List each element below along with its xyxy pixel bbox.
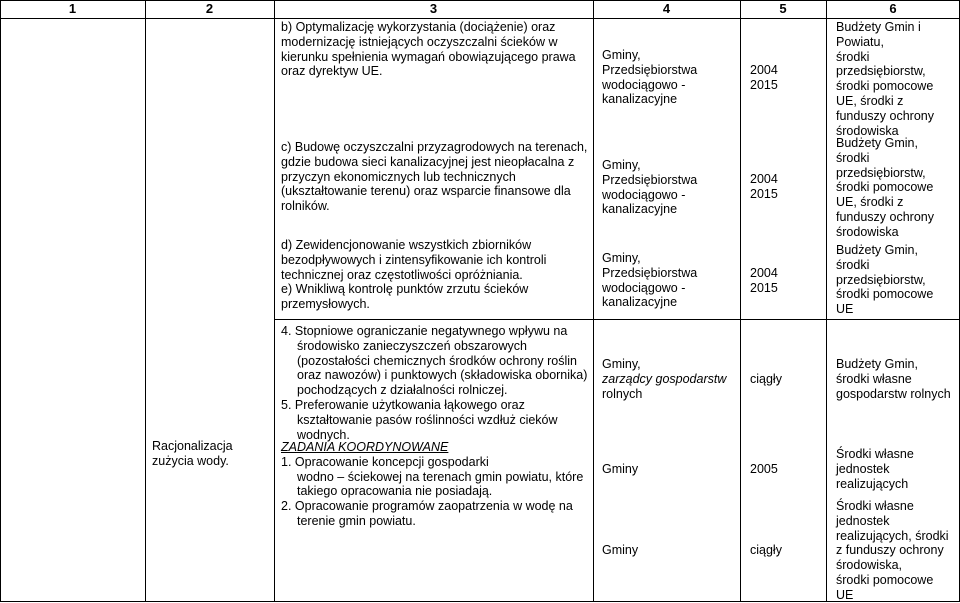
coordinated-tasks	[281, 440, 583, 529]
funding-line: realizujących, środki	[836, 528, 949, 543]
actors-coord-2: Gminy	[602, 543, 639, 557]
funding-coord-2	[836, 499, 949, 603]
funding-b	[836, 20, 934, 138]
actors-b	[602, 48, 697, 107]
task-line: takiego opracowania nie posiadają.	[297, 484, 493, 499]
funding-line: Budżety Gmin,	[836, 136, 918, 150]
actors-4	[602, 357, 726, 401]
funding-line: funduszy ochrony	[836, 108, 934, 123]
funding-line: UE, środki z	[836, 93, 904, 108]
task-line: kształtowanie pasów roślinności wzdłuż cieków	[297, 412, 558, 427]
actors-coord-1: Gminy	[602, 462, 639, 476]
task-line: bezodpływowych i zintensyfikowanie ich kontroli	[281, 252, 547, 267]
period-4	[750, 372, 782, 387]
group-label	[152, 439, 233, 469]
task-d	[281, 238, 546, 312]
period-line: 2004	[750, 266, 778, 280]
col-divider-1	[145, 0, 146, 602]
task-line: rolników.	[281, 199, 330, 214]
task-line: wodno – ściekowej na terenach gmin powiatu, które	[297, 469, 584, 484]
actor-line: kanalizacyjne	[602, 295, 678, 310]
funding-line: środki pomocowe	[836, 79, 934, 94]
funding-line: UE	[836, 302, 854, 317]
task-line: d) Zewidencjonowanie wszystkich zbiorników	[281, 238, 532, 252]
actors-c	[602, 158, 697, 217]
actor-line: kanalizacyjne	[602, 92, 678, 107]
task-c	[281, 140, 587, 214]
header-divider	[0, 18, 960, 19]
funding-line: funduszy ochrony	[836, 209, 934, 224]
col-divider-5	[826, 0, 827, 602]
task-line: terenie gmin powiatu.	[297, 513, 416, 528]
funding-line: Budżety Gmin,	[836, 243, 918, 257]
col-divider-3	[593, 0, 594, 602]
col-divider-2	[274, 0, 275, 602]
task-line: środowisko zanieczyszczeń obszarowych	[297, 338, 527, 353]
actor-line: Przedsiębiorstwa	[602, 172, 698, 187]
actor-line: kanalizacyjne	[602, 202, 678, 217]
task-line: 4. Stopniowe ograniczanie negatywnego wpływu na	[281, 324, 568, 338]
task-line: b) Optymalizację wykorzystania (dociążenie) oraz	[281, 20, 556, 34]
task-line: oraz dyrektyw UE.	[281, 64, 383, 79]
funding-line: środowiska	[836, 224, 899, 239]
group-label-line: zużycia wody.	[152, 453, 229, 468]
task-line: c) Budowę oczyszczalni przyzagrodowych na terenach,	[281, 140, 588, 154]
funding-line: środki własne	[836, 371, 912, 386]
task-line: 2. Opracowanie programów zaopatrzenia w wodę na	[281, 499, 573, 514]
header-col-1: 1	[68, 1, 77, 16]
task-line: e) Wnikliwą kontrolę punktów zrzutu ścieków	[281, 282, 529, 297]
row-divider	[274, 319, 960, 320]
funding-4	[836, 357, 951, 401]
actor-line: Gminy,	[602, 48, 641, 62]
task-line: (pozostałości chemicznych środków ochrony roślin	[297, 353, 577, 368]
task-line: (ukształtowanie terenu) oraz wsparcie finansowe dla	[281, 184, 571, 199]
funding-line: przedsiębiorstw,	[836, 64, 926, 79]
period-line: 2015	[750, 280, 778, 295]
task-4	[281, 324, 587, 442]
col-border-left	[0, 0, 1, 602]
task-line: pochodzących z działalności rolniczej.	[297, 383, 508, 398]
funding-line: Środki własne	[836, 447, 914, 461]
header-col-5: 5	[779, 1, 787, 16]
funding-line: środki pomocowe	[836, 180, 934, 195]
funding-line: Budżety Gmin i	[836, 20, 921, 34]
funding-d	[836, 243, 933, 317]
funding-line: środowiska,	[836, 558, 902, 573]
funding-line: środki	[836, 49, 870, 64]
coordinated-heading: ZADANIA KOORDYNOWANE	[281, 440, 449, 454]
col-divider-4	[740, 0, 741, 602]
period-d	[750, 266, 778, 296]
task-b	[281, 20, 576, 79]
group-label-line: Racjonalizacja	[152, 439, 233, 453]
task-line: 1. Opracowanie koncepcji gospodarki	[281, 454, 489, 469]
actor-line: rolnych	[602, 386, 643, 401]
actor-line: Gminy,	[602, 158, 641, 172]
table-border-top	[0, 0, 960, 1]
header-col-3: 3	[429, 1, 438, 16]
actor-line: wodociągowo -	[602, 187, 686, 202]
funding-line: gospodarstw rolnych	[836, 386, 951, 401]
task-line: technicznej oraz częstotliwości opróżniania.	[281, 267, 523, 282]
period-coord-2: ciągły	[750, 543, 782, 557]
actor-line: wodociągowo -	[602, 77, 686, 92]
funding-line: jednostek	[836, 461, 890, 476]
task-line: modernizację istniejących oczyszczalni ścieków w	[281, 34, 558, 49]
funding-line: przedsiębiorstw,	[836, 165, 926, 180]
funding-line: UE	[836, 587, 854, 602]
header-col-4: 4	[662, 1, 671, 16]
actor-line: Przedsiębiorstwa	[602, 62, 698, 77]
period-c	[750, 172, 778, 202]
funding-line: środki pomocowe	[836, 572, 934, 587]
funding-line: środowiska	[836, 123, 899, 138]
period-b	[750, 63, 778, 93]
header-col-6: 6	[889, 1, 897, 16]
period-line: 2004	[750, 63, 778, 77]
task-line: oraz nawozów) i punktowych (składowiska obornika)	[297, 368, 588, 383]
funding-line: środki	[836, 150, 870, 165]
funding-line: przedsiębiorstw,	[836, 272, 926, 287]
actor-line: Gminy,	[602, 251, 641, 265]
actor-line: Przedsiębiorstwa	[602, 265, 698, 280]
funding-line: jednostek	[836, 513, 890, 528]
funding-line: UE, środki z	[836, 195, 904, 210]
funding-line: Budżety Gmin,	[836, 357, 918, 371]
period-line: ciągły	[750, 372, 782, 386]
funding-c	[836, 136, 934, 240]
period-line: 2015	[750, 186, 778, 201]
header-col-2: 2	[205, 1, 214, 16]
funding-line: Środki własne	[836, 499, 914, 513]
actor-line: zarządcy gospodarstw	[602, 371, 727, 386]
task-line: gdzie budowa sieci kanalizacyjnej jest nieopłacalna z	[281, 154, 575, 169]
funding-line: środki	[836, 257, 870, 272]
actors-d	[602, 251, 697, 310]
funding-line: z funduszy ochrony	[836, 543, 944, 558]
task-line: przyczyn ekonomicznych lub technicznych	[281, 169, 516, 184]
actor-line: wodociągowo -	[602, 280, 686, 295]
task-line: wodnych.	[297, 427, 350, 442]
funding-line: Powiatu,	[836, 34, 884, 49]
period-coord-1: 2005	[750, 462, 778, 476]
task-line: przemysłowych.	[281, 297, 370, 312]
task-line: 5. Preferowanie użytkowania łąkowego oraz	[281, 397, 525, 412]
funding-coord-1	[836, 447, 914, 491]
actor-line: Gminy,	[602, 357, 641, 371]
period-line: 2004	[750, 172, 778, 186]
funding-line: realizujących	[836, 476, 909, 491]
period-line: 2015	[750, 77, 778, 92]
funding-line: środki pomocowe	[836, 287, 934, 302]
task-line: kierunku spełnienia wymagań obowiązującego prawa	[281, 49, 576, 64]
